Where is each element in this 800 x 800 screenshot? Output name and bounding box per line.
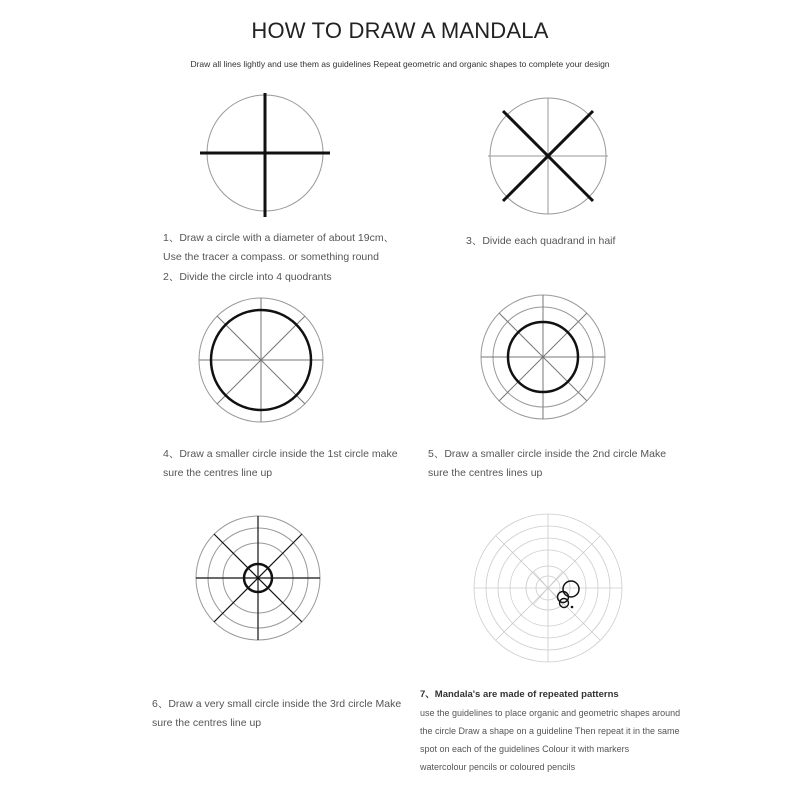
step6-caption [152,695,401,733]
step5-diagram [475,290,620,435]
step1-text: Use the tracer a compass. or something round [163,251,379,263]
step2-text: 2、Divide the circle into 4 quodrants [163,271,332,283]
step7-text: the circle Draw a shape on a guideline Then repeat it in the same [420,726,680,736]
step3-caption [466,232,615,251]
step7-text: spot on each of the guidelines Colour it with markers [420,744,630,754]
step7-caption [420,686,720,776]
page-title: HOW TO DRAW A MANDALA [251,18,549,43]
step4-text: sure the centres line up [163,467,273,479]
page-subtitle: Draw all lines lightly and use them as guidelines Repeat geometric and organic shapes to complete your design [190,59,610,69]
step6-diagram [190,510,330,650]
step6-text: 6、Draw a very small circle inside the 3rd circle Make [152,698,402,710]
step7-text: watercolour pencils or coloured pencils [420,762,576,772]
step4-caption [163,445,398,483]
step3-text: 3、Divide each quadrand in haif [466,235,616,247]
step3-diagram [480,90,620,225]
step5-text: 5、Draw a smaller circle inside the 2nd circle Make [428,448,667,460]
step7-diagram [468,510,628,670]
pattern-circle [563,581,579,597]
step5-caption [428,445,666,483]
step1-text: 1、Draw a circle with a diameter of about 19cm、 [163,232,395,244]
step1-caption [163,229,394,267]
step5-text: sure the centres lines up [428,467,543,479]
pattern-circle [558,592,569,603]
step1-diagram [190,85,340,225]
step4-diagram [195,295,330,430]
step7-heading: 7、Mandala's are made of repeated patterns [420,689,619,700]
step4-text: 4、Draw a smaller circle inside the 1st circle make [163,448,398,460]
step6-text: sure the centres line up [152,717,262,729]
step7-text: use the guidelines to place organic and geometric shapes around [420,708,681,718]
step2-caption [163,268,332,287]
pattern-dot [571,606,574,609]
